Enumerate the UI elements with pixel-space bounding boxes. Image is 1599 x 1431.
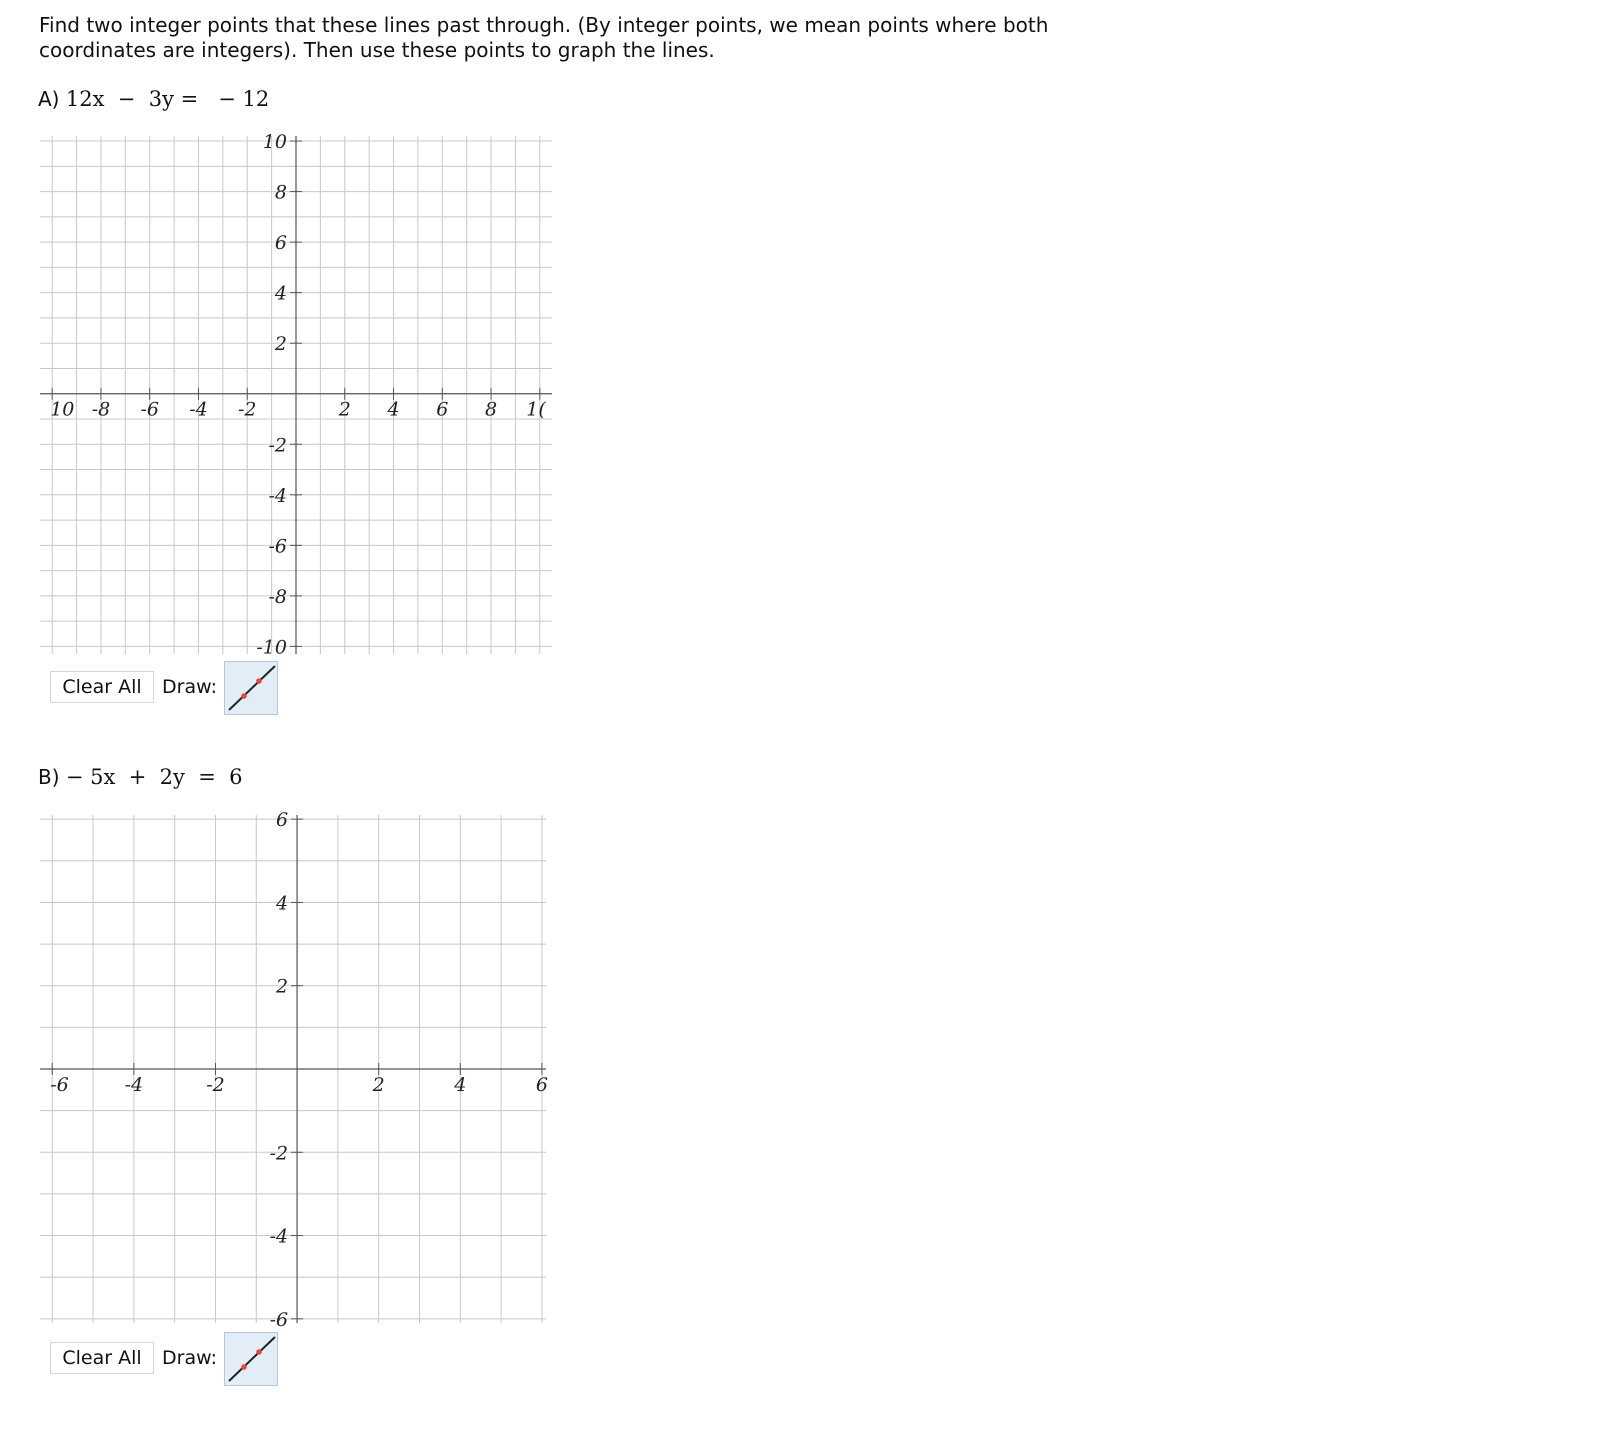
y-tick-label: -10 <box>256 636 287 659</box>
graph-b[interactable] <box>30 810 560 1335</box>
y-tick-label: 4 <box>275 892 289 915</box>
y-tick-label: -4 <box>268 484 287 507</box>
y-tick-label: -8 <box>268 585 287 608</box>
y-tick-label: 2 <box>275 975 289 998</box>
y-tick-label: -4 <box>269 1225 289 1248</box>
x-tick-label: -8 <box>91 398 111 421</box>
x-tick-label: -6 <box>50 1074 69 1096</box>
clear-all-button[interactable]: Clear All <box>50 1342 154 1374</box>
line-tool-icon <box>225 662 277 714</box>
toolbar-a <box>50 661 290 719</box>
y-tick-label: 4 <box>274 282 287 305</box>
draw-label: Draw: <box>162 1347 217 1369</box>
y-tick-label: -2 <box>269 1142 289 1165</box>
toolbar-b <box>50 1332 290 1390</box>
y-tick-label: -6 <box>269 1308 289 1331</box>
line-tool-icon <box>225 1333 277 1385</box>
clear-all-button[interactable]: Clear All <box>50 671 154 703</box>
x-tick-label: -4 <box>124 1074 144 1096</box>
x-tick-label: 4 <box>454 1074 467 1096</box>
x-tick-label: 6 <box>535 1074 548 1096</box>
y-tick-label: -2 <box>268 434 287 457</box>
graph-a[interactable] <box>30 132 560 662</box>
problem-a-prefix: A) <box>38 87 66 111</box>
y-tick-label: 10 <box>262 132 287 154</box>
x-tick-label: -2 <box>206 1074 225 1096</box>
x-tick-label: -6 <box>140 398 159 421</box>
x-tick-label: 2 <box>372 1074 385 1096</box>
problem-a-equation: 12x − 3y = − 12 <box>65 87 270 111</box>
x-tick-label: 4 <box>387 398 400 421</box>
y-tick-label: 2 <box>274 333 287 356</box>
draw-label: Draw: <box>162 676 217 698</box>
x-tick-label: 1( <box>526 398 546 421</box>
x-tick-label: -2 <box>237 398 257 421</box>
x-tick-label: 2 <box>338 398 351 421</box>
line-tool-button[interactable] <box>224 661 278 715</box>
problem-b-label <box>38 764 243 790</box>
y-tick-label: 6 <box>275 810 289 832</box>
y-tick-label: -6 <box>268 535 287 558</box>
x-tick-label: 10 <box>50 398 75 421</box>
y-tick-label: 8 <box>274 181 287 204</box>
x-tick-label: -4 <box>189 398 208 421</box>
problem-a-label <box>38 86 269 112</box>
x-tick-label: 8 <box>485 398 498 421</box>
problem-b-prefix: B) <box>38 765 66 789</box>
problem-b-equation: − 5x + 2y = 6 <box>65 765 243 789</box>
instructions-text: Find two integer points that these lines past through. (By integer points, we mean points where both coordinates are integers). Then use these points to graph the lines. <box>39 13 1049 62</box>
line-tool-button[interactable] <box>224 1332 278 1386</box>
y-tick-label: 6 <box>274 232 287 255</box>
x-tick-label: 6 <box>436 398 449 421</box>
